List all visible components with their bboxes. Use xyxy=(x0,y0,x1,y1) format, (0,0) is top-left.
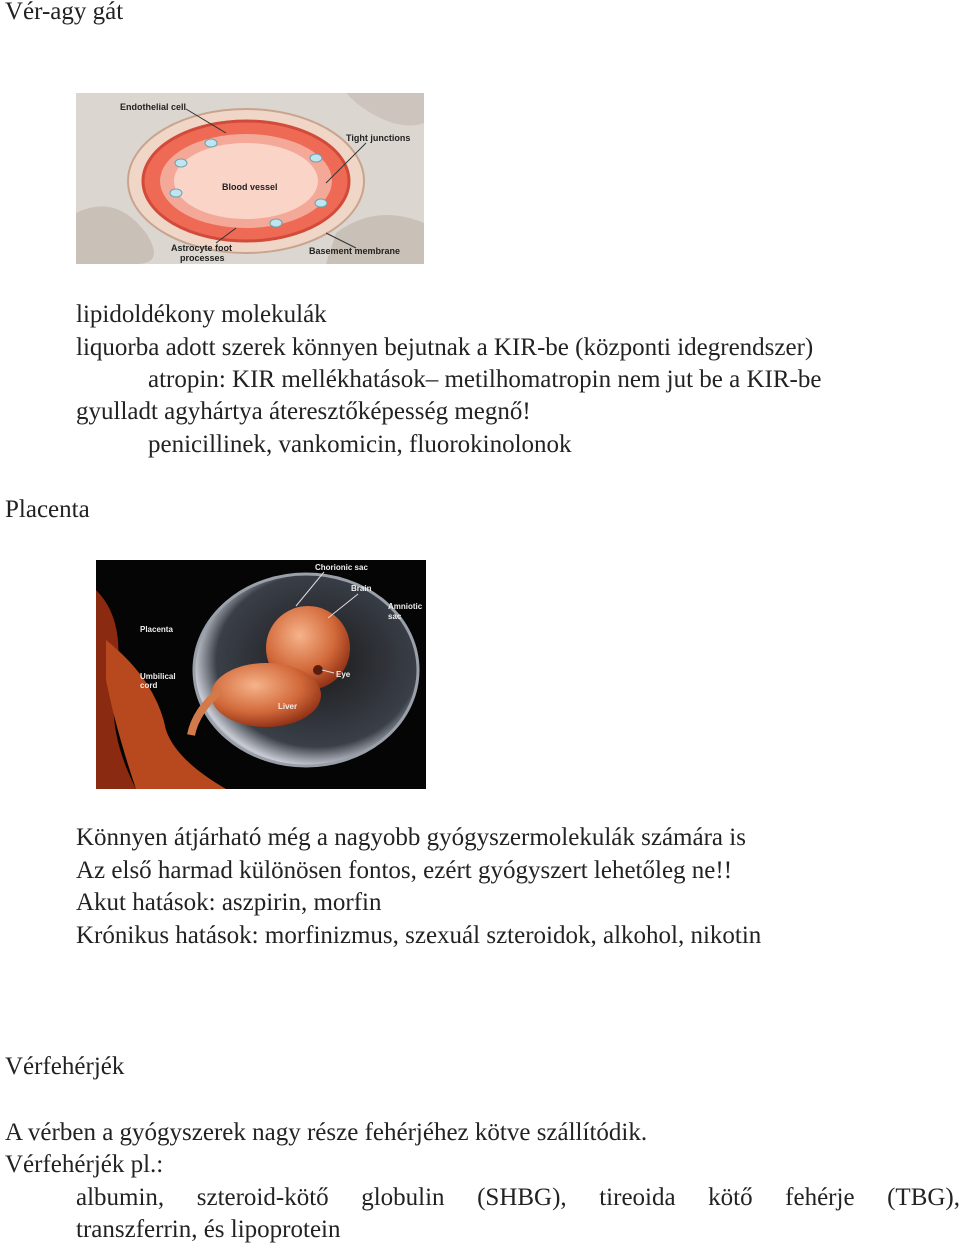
label-umbilical-2: cord xyxy=(140,681,158,690)
blood-brain-barrier-diagram xyxy=(76,93,424,264)
bbb-line-4: gyulladt agyhártya áteresztőképesség megnő! xyxy=(76,398,531,425)
bbb-line-5: penicillinek, vankomicin, fluorokinolonok xyxy=(148,431,572,458)
label-astrocyte-1: Astrocyte foot xyxy=(171,243,233,253)
label-astrocyte-2: processes xyxy=(180,253,225,263)
proteins-line-4: transzferrin, és lipoprotein xyxy=(76,1216,341,1243)
label-umbilical-1: Umbilical xyxy=(140,672,176,681)
label-tight-junctions: Tight junctions xyxy=(346,133,411,143)
proteins-line-1: A vérben a gyógyszerek nagy része fehérjéhez kötve szállítódik. xyxy=(5,1119,648,1146)
placenta-line-2: Az első harmad különösen fontos, ezért gyógyszert lehetőleg ne!! xyxy=(76,857,733,884)
heading-placenta: Placenta xyxy=(5,496,90,523)
proteins-line-2: Vérfehérjék pl.: xyxy=(5,1151,164,1178)
heading-blood-brain-barrier: Vér-agy gát xyxy=(5,0,124,25)
label-endothelial-cell: Endothelial cell xyxy=(120,102,187,112)
label-brain: Brain xyxy=(351,584,372,593)
label-amniotic-2: sac xyxy=(388,612,402,621)
label-basement-membrane: Basement membrane xyxy=(309,246,401,256)
label-chorionic-sac: Chorionic sac xyxy=(315,563,368,572)
fetus-diagram xyxy=(96,560,426,789)
bbb-line-3: atropin: KIR mellékhatások– metilhomatropin nem jut be a KIR-be xyxy=(148,366,822,393)
placenta-figure xyxy=(96,560,426,789)
bbb-line-1: lipidoldékony molekulák xyxy=(76,301,327,328)
bbb-line-2: liquorba adott szerek könnyen bejutnak a KIR-be (központi idegrendszer) xyxy=(76,334,814,361)
proteins-line-3: albumin, szteroid-kötő globulin (SHBG), tireoida kötő fehérje (TBG), xyxy=(76,1184,960,1211)
label-liver: Liver xyxy=(278,702,298,711)
label-blood-vessel: Blood vessel xyxy=(222,182,278,192)
label-amniotic-1: Amniotic xyxy=(388,602,423,611)
heading-blood-proteins: Vérfehérjék xyxy=(5,1053,125,1080)
placenta-line-1: Könnyen átjárható még a nagyobb gyógyszermolekulák számára is xyxy=(76,824,746,851)
blood-brain-barrier-figure xyxy=(76,93,424,264)
label-eye: Eye xyxy=(336,670,351,679)
label-placenta: Placenta xyxy=(140,625,173,634)
placenta-line-3: Akut hatások: aszpirin, morfin xyxy=(76,889,382,916)
placenta-line-4: Krónikus hatások: morfinizmus, szexuál szteroidok, alkohol, nikotin xyxy=(76,922,762,949)
